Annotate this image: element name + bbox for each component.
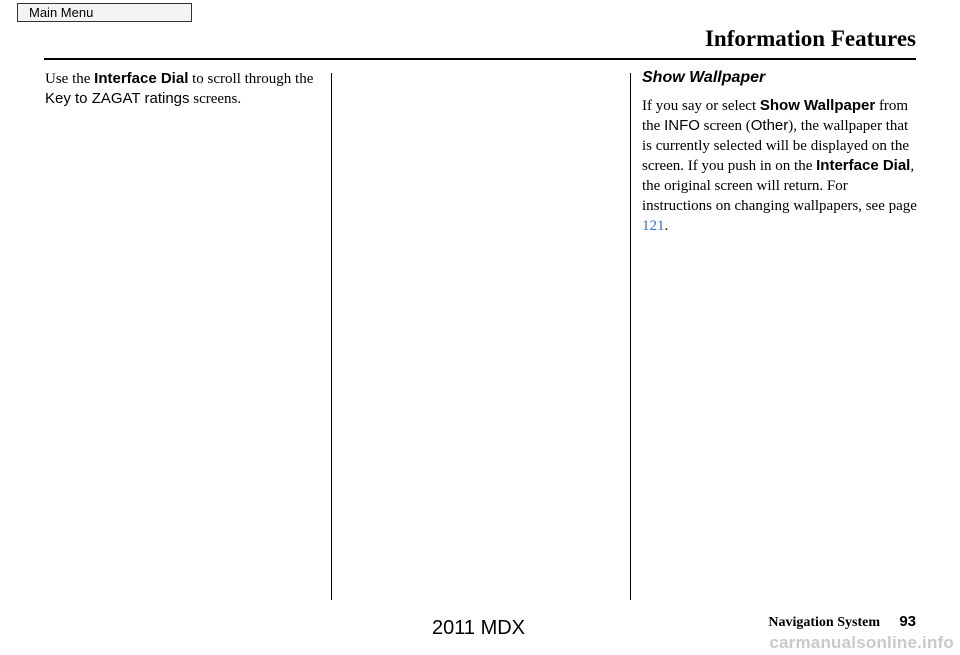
zagat-instructions: Use the Interface Dial to scroll through the Key to ZAGAT ratings screens. [45, 70, 314, 107]
zagat-ratings-term: Key to ZAGAT ratings [45, 90, 190, 107]
right-column [642, 68, 917, 236]
info-term: INFO [664, 117, 700, 134]
watermark-text: carmanualsonline.info [769, 633, 954, 652]
show-wallpaper-body: If you say or select Show Wallpaper from the INFO screen (Other), the wallpaper that is currently selected will be displayed on the screen. If you push in on the Interface Dial, the original screen will return. For instructions on changing wallpapers, see page 121. [642, 97, 917, 234]
other-term: Other [750, 117, 789, 134]
page-number: 93 [899, 613, 916, 630]
left-column [45, 69, 325, 109]
interface-dial-term: Interface Dial [94, 70, 189, 87]
main-menu-button[interactable]: Main Menu [17, 3, 192, 22]
interface-dial-term: Interface Dial [816, 157, 911, 174]
footer-section-label: Navigation System [768, 615, 880, 630]
column-divider-right [630, 73, 631, 600]
column-divider-left [331, 73, 332, 600]
section-heading-show-wallpaper: Show Wallpaper [642, 69, 766, 86]
header-divider [44, 58, 916, 60]
model-label: 2011 MDX [432, 617, 526, 639]
show-wallpaper-term: Show Wallpaper [759, 97, 876, 114]
page-link-121[interactable]: 121 [642, 218, 665, 234]
page-title: Information Features [704, 26, 916, 51]
